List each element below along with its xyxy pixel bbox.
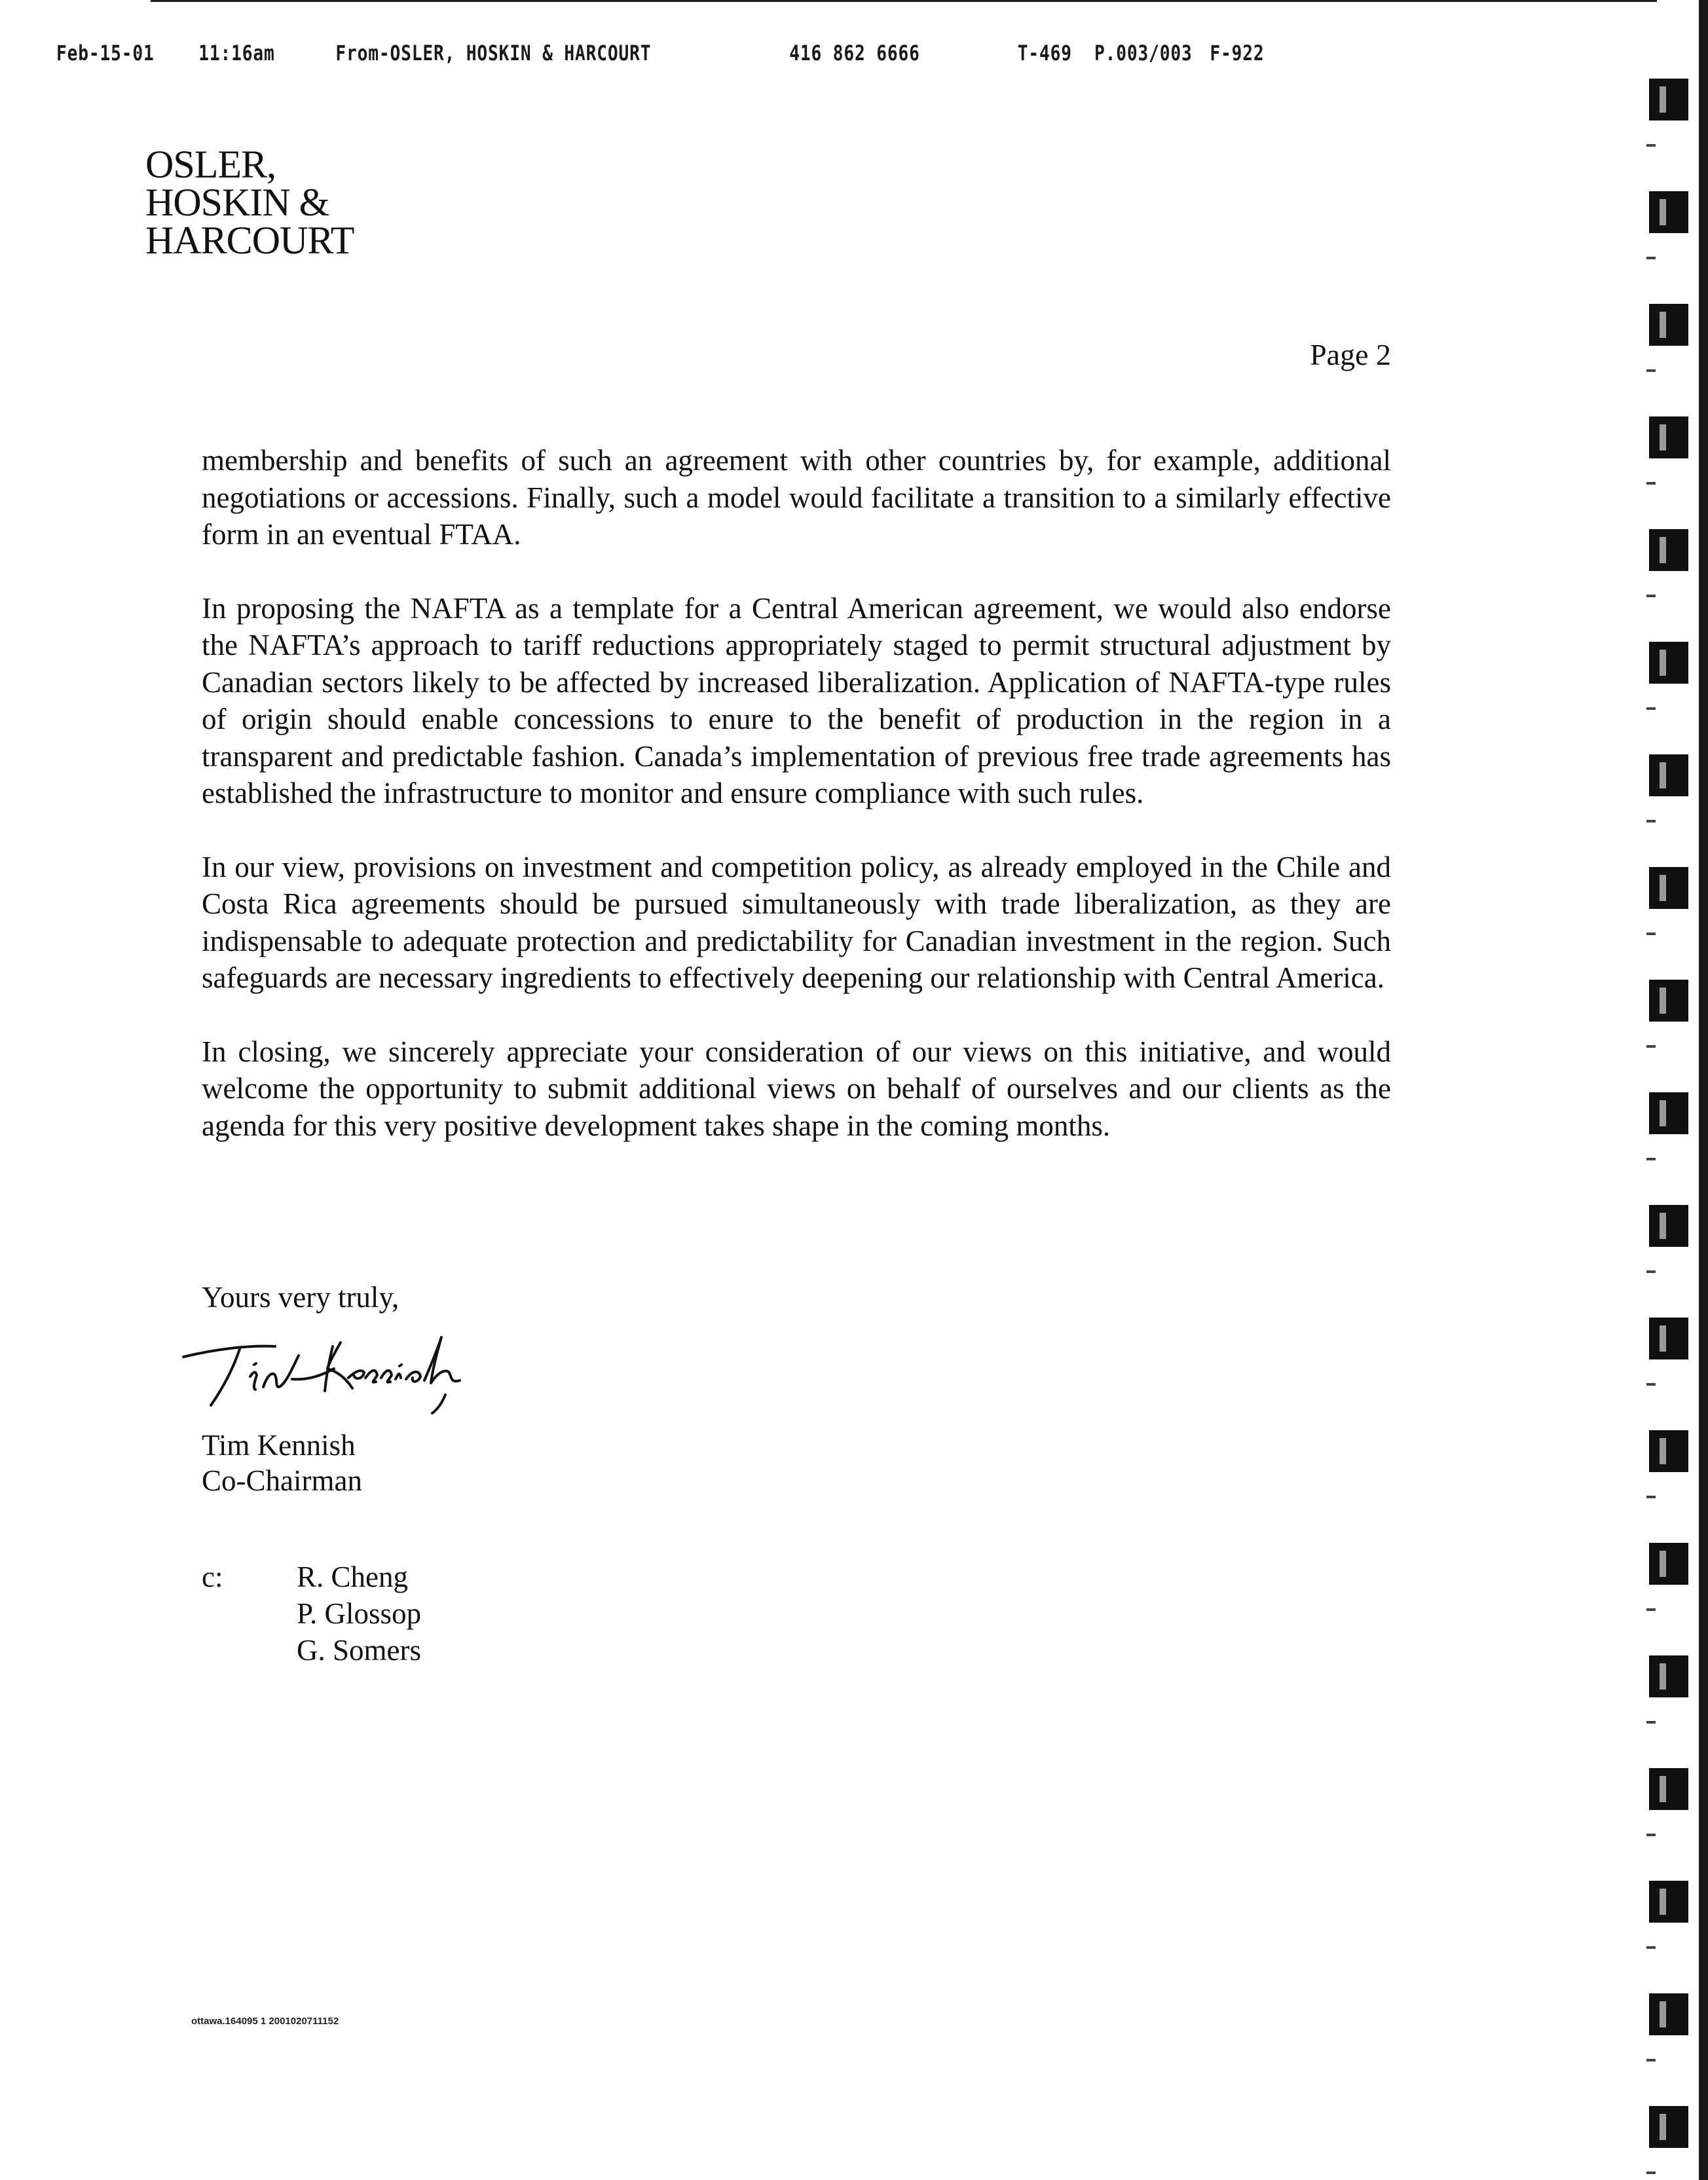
letterhead-line-3: HARCOURT xyxy=(145,219,354,262)
binding-mark xyxy=(1646,2059,1656,2061)
cc-recipient-list xyxy=(297,1559,421,1669)
binding-mark xyxy=(1646,2171,1656,2174)
closing-salutation: Yours very truly, xyxy=(202,1281,399,1314)
binding-ring xyxy=(1649,2106,1688,2148)
binding-ring-highlight xyxy=(1660,312,1666,338)
binding-ring-highlight xyxy=(1660,199,1666,225)
binding-mark xyxy=(1646,933,1656,935)
binding-mark xyxy=(1646,1946,1656,1949)
body-paragraph-2: In proposing the NAFTA as a template for a Central American agreement, we would also endorse the NAFTA’s approach to tariff reductions appropriately staged to permit structural adjustment by Canadian sectors likely to be affected by increased liberalization. Application of NAFTA-type rules of origin should enable concessions to enure to the benefit of production in the region in a transparent and predictable fashion. Canada’s implementation of previous free trade agreements has established the infrastructure to monitor and ensure compliance with such rules. xyxy=(202,591,1391,809)
binding-ring-highlight xyxy=(1660,2114,1666,2140)
binding-ring-highlight xyxy=(1660,424,1666,451)
spiral-binding-strip xyxy=(1610,0,1708,2180)
fax-date: Feb-15-01 xyxy=(56,41,155,65)
binding-edge xyxy=(1699,0,1708,2180)
binding-mark xyxy=(1646,707,1656,710)
binding-mark xyxy=(1646,1383,1656,1386)
binding-ring xyxy=(1649,1543,1688,1585)
binding-ring-highlight xyxy=(1660,650,1666,676)
binding-mark xyxy=(1646,1270,1656,1273)
body-paragraph-4: In closing, we sincerely appreciate your consideration of our views on this initiative, and would welcome the opportunity to submit additional views on behalf of ourselves and our clients as the agenda for this very positive development takes shape in the coming months. xyxy=(202,1035,1391,1142)
signer-title: Co-Chairman xyxy=(202,1464,362,1497)
binding-mark xyxy=(1646,144,1656,147)
handwritten-signature xyxy=(177,1323,517,1421)
binding-ring-highlight xyxy=(1660,2001,1666,2027)
binding-ring-highlight xyxy=(1660,762,1666,788)
binding-mark xyxy=(1646,482,1656,485)
binding-ring xyxy=(1649,1655,1688,1697)
binding-ring-highlight xyxy=(1660,1100,1666,1126)
page-number: Page 2 xyxy=(1310,338,1391,371)
binding-mark xyxy=(1646,820,1656,822)
cc-label: c: xyxy=(202,1561,223,1593)
binding-mark xyxy=(1646,1496,1656,1498)
binding-ring-highlight xyxy=(1660,1663,1666,1690)
firm-letterhead-logo xyxy=(145,143,354,262)
binding-ring xyxy=(1649,191,1688,233)
binding-ring xyxy=(1649,980,1688,1022)
binding-ring xyxy=(1649,529,1688,571)
fax-time: 11:16am xyxy=(198,41,275,65)
binding-ring xyxy=(1649,1430,1688,1472)
binding-ring xyxy=(1649,754,1688,796)
cc-recipient: G. Somers xyxy=(297,1634,421,1667)
binding-ring-highlight xyxy=(1660,1776,1666,1802)
binding-ring xyxy=(1649,1318,1688,1359)
binding-ring-highlight xyxy=(1660,1889,1666,1915)
binding-mark xyxy=(1646,257,1656,259)
fax-page-count: P.003/003 xyxy=(1094,41,1193,65)
top-edge-rule xyxy=(151,0,1657,2)
cc-recipient: P. Glossop xyxy=(297,1597,422,1630)
binding-ring xyxy=(1649,79,1688,120)
binding-ring-highlight xyxy=(1660,86,1666,113)
binding-ring xyxy=(1649,1993,1688,2035)
binding-ring-highlight xyxy=(1660,988,1666,1014)
binding-ring xyxy=(1649,1768,1688,1810)
letterhead-line-1: OSLER, xyxy=(145,143,276,186)
document-id-footer: ottawa.164095 1 2001020711152 xyxy=(191,2016,339,2027)
binding-mark xyxy=(1646,1158,1656,1160)
binding-ring-highlight xyxy=(1660,1438,1666,1464)
binding-ring-highlight xyxy=(1660,875,1666,901)
binding-ring xyxy=(1649,304,1688,346)
body-paragraph-1: membership and benefits of such an agreement with other countries by, for example, additional negotiations or accessions. Finally, such a model would facilitate a transition to a similarly effective form in an eventual FTAA. xyxy=(202,444,1391,551)
fax-phone: 416 862 6666 xyxy=(789,41,920,65)
binding-ring-highlight xyxy=(1660,1325,1666,1352)
binding-mark xyxy=(1646,1834,1656,1836)
letter-body xyxy=(202,442,1391,1181)
fax-transmission-id: T-469 xyxy=(1017,41,1072,65)
signer-name: Tim Kennish xyxy=(202,1429,356,1462)
binding-ring xyxy=(1649,1092,1688,1134)
binding-ring xyxy=(1649,867,1688,909)
body-paragraph-3: In our view, provisions on investment and competition policy, as already employed in the Chile and Costa Rica agreements should be pursued simultaneously with trade liberalization, as they are indispensable to adequate protection and predictability for Canadian investment in the region. Such safeguards are necessary ingredients to effectively deepening our relationship with Central America. xyxy=(202,850,1391,994)
binding-ring xyxy=(1649,642,1688,684)
binding-ring-highlight xyxy=(1660,1551,1666,1577)
binding-mark xyxy=(1646,369,1656,372)
fax-header xyxy=(56,41,1265,80)
binding-ring xyxy=(1649,416,1688,458)
letterhead-line-2: HOSKIN & xyxy=(145,181,329,224)
binding-ring-highlight xyxy=(1660,537,1666,563)
binding-ring-highlight xyxy=(1660,1213,1666,1239)
binding-ring xyxy=(1649,1881,1688,1923)
binding-mark xyxy=(1646,1721,1656,1724)
cc-recipient: R. Cheng xyxy=(297,1561,409,1593)
binding-mark xyxy=(1646,1045,1656,1048)
binding-mark xyxy=(1646,1608,1656,1611)
fax-code: F-922 xyxy=(1210,41,1265,65)
binding-ring xyxy=(1649,1205,1688,1247)
fax-sender: From-OSLER, HOSKIN & HARCOURT xyxy=(335,41,652,65)
signer-block xyxy=(202,1428,362,1498)
binding-mark xyxy=(1646,595,1656,597)
